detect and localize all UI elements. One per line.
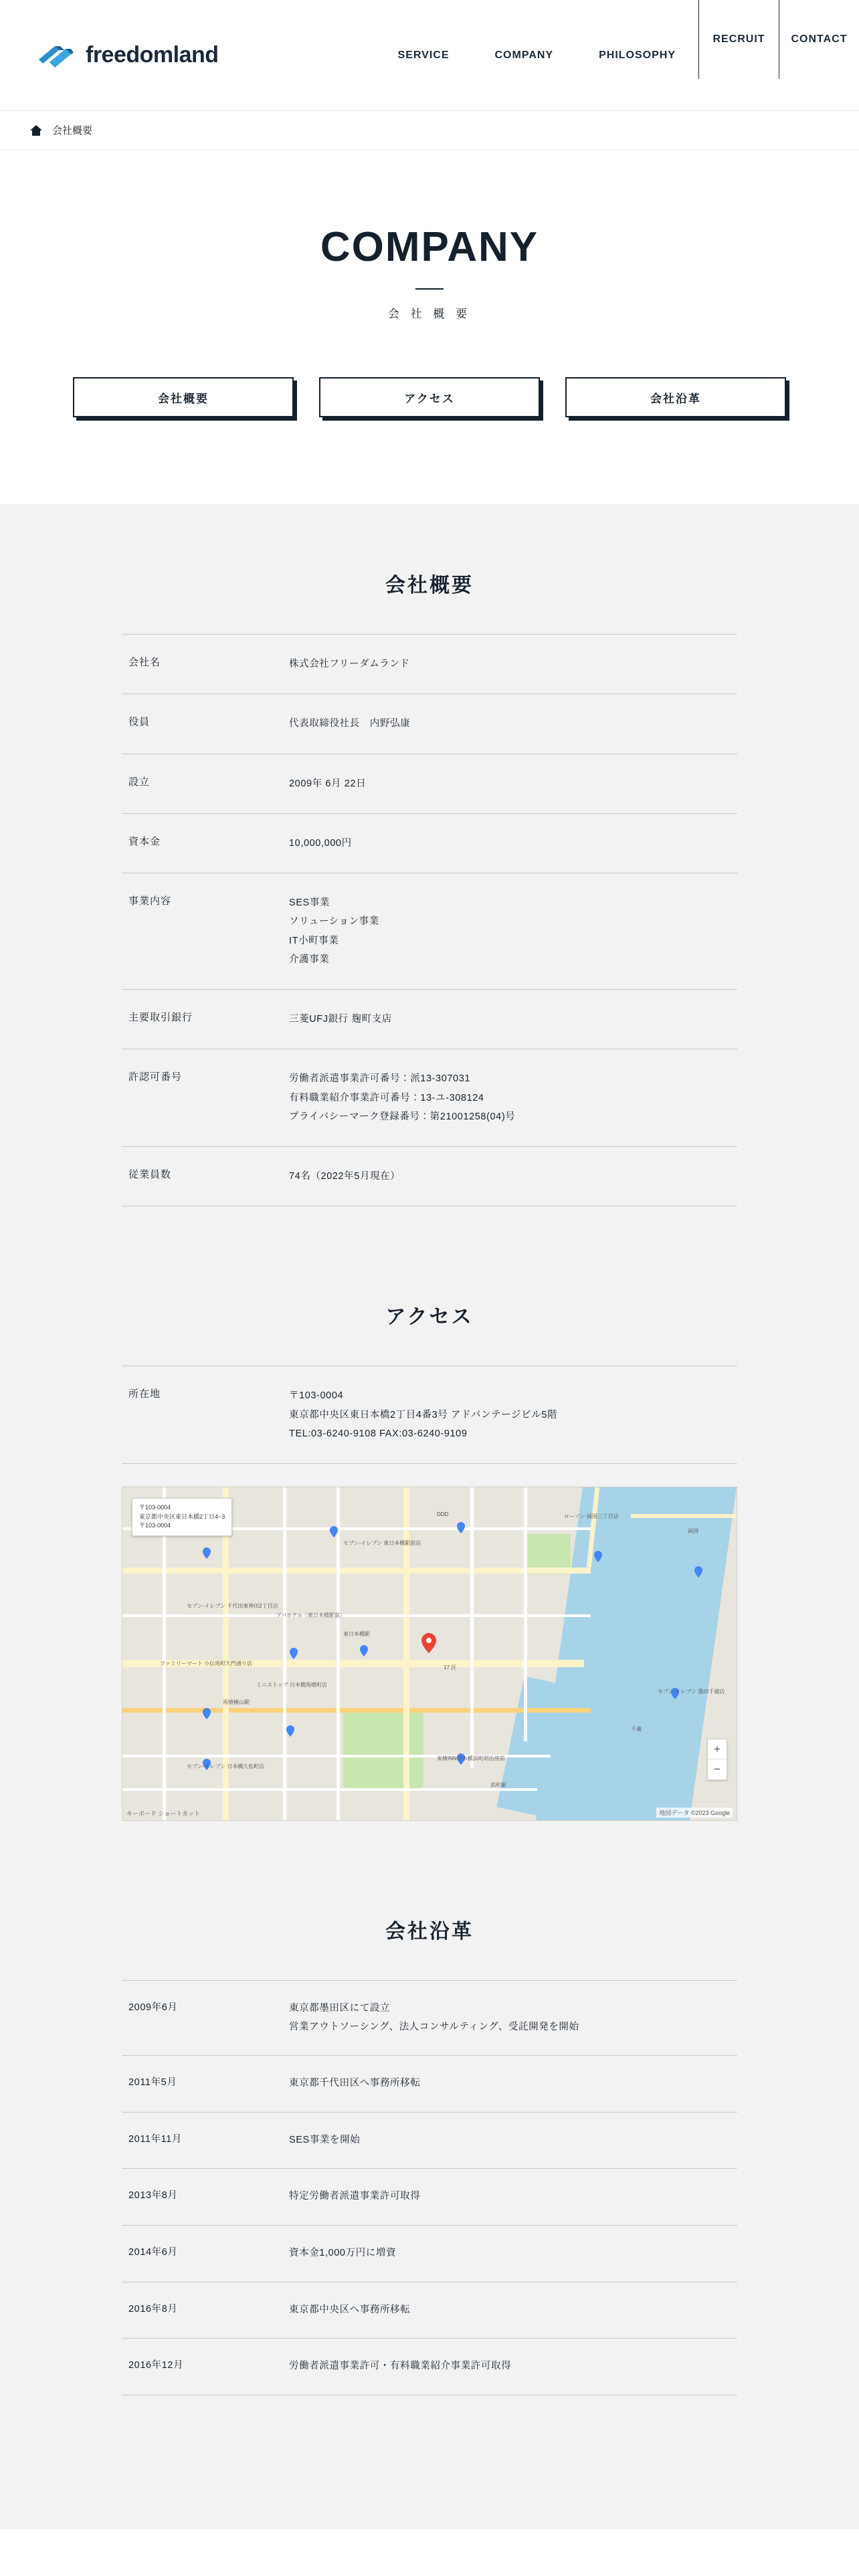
company-info-row-value: 株式会社フリーダムランド <box>289 659 410 669</box>
history-row-label: 2011年5月 <box>128 2077 177 2088</box>
page-title: COMPANY <box>320 224 539 270</box>
history-section <box>122 1821 737 2395</box>
map-label: 17 区 <box>444 1665 457 1671</box>
map-road <box>163 1487 166 1821</box>
bottom-spacer <box>0 2395 859 2476</box>
company-info-row <box>122 1147 737 1206</box>
page-subtitle: 会 社 概 要 <box>387 308 472 320</box>
nav-item-service[interactable]: SERVICE <box>397 49 450 61</box>
map-label: セブン-イレブン 千代田東神田2丁目店 <box>187 1603 278 1610</box>
breadcrumb-current: 会社概要 <box>52 125 93 136</box>
history-row-label: 2014年6月 <box>128 2246 178 2258</box>
history-row-label: 2016年8月 <box>128 2303 178 2315</box>
history-row <box>122 2112 737 2169</box>
map-poi-pin[interactable] <box>290 1648 298 1659</box>
company-section-title: 会社概要 <box>385 574 474 597</box>
history-row-value: 東京都中央区へ事務所移転 <box>289 2304 411 2315</box>
map-zoom-in-button[interactable]: + <box>708 1739 727 1759</box>
map-zoom-controls[interactable] <box>707 1739 727 1780</box>
company-info-row-label: 資本金 <box>128 835 161 847</box>
tab-history[interactable]: 会社沿革 <box>565 377 786 417</box>
map-label: セブン-イレブン 墨田千歳店 <box>658 1689 725 1695</box>
map-infobox-title: 〒103-0004 <box>139 1504 171 1511</box>
company-info-row-label: 会社名 <box>128 657 161 668</box>
history-section-title: 会社沿革 <box>385 1921 474 1943</box>
history-row-value: 資本金1,000万円に増資 <box>289 2247 397 2258</box>
history-row-label: 2013年8月 <box>128 2190 178 2202</box>
map-zoom-out-button[interactable]: − <box>714 1763 721 1776</box>
access-map-wrap <box>122 1487 737 1821</box>
history-row <box>122 2339 737 2395</box>
nav-item-recruit[interactable]: RECRUIT <box>698 0 779 79</box>
history-row-label: 2009年6月 <box>128 2002 178 2014</box>
map-poi-pin[interactable] <box>594 1551 602 1562</box>
history-row <box>122 2056 737 2113</box>
map-infobox <box>132 1498 232 1536</box>
company-info-row-value: SES事業 ソリューション事業 IT小町事業 介護事業 <box>289 897 379 965</box>
company-info-row-value: 代表取締役社長 内野弘康 <box>289 718 411 730</box>
map-road <box>223 1487 229 1821</box>
nav-item-contact[interactable]: CONTACT <box>779 0 859 79</box>
history-row-label: 2011年11月 <box>128 2133 183 2145</box>
site-header <box>0 0 859 111</box>
section-tabs <box>0 377 859 417</box>
map-label: セブン-イレブン 日本橋久松町店 <box>187 1763 265 1770</box>
map-poi-pin[interactable] <box>203 1547 211 1559</box>
company-info-row <box>122 813 737 873</box>
freedomland-logo-icon <box>37 42 75 69</box>
company-info-row <box>122 873 737 990</box>
map-label: 浜町駅 <box>490 1782 506 1789</box>
map-poi-pin[interactable] <box>330 1526 338 1537</box>
map-park-area <box>343 1708 423 1788</box>
history-row-label: 2016年12月 <box>128 2360 184 2371</box>
access-section-title: アクセス <box>385 1306 474 1329</box>
map-road <box>403 1487 409 1821</box>
nav-item-company[interactable]: COMPANY <box>494 49 554 61</box>
map-road <box>122 1708 591 1713</box>
company-info-row <box>122 1049 737 1147</box>
access-info-row-value: 〒103-0004 東京都中央区東日本橋2丁目4番3号 アドバンテージビル5階 TEL:03-6240-9108 FAX:03-6240-9109 <box>289 1390 558 1439</box>
history-row-value: 東京都墨田区にて設立 営業アウトソーシング、法人コンサルティング、受託開発を開始 <box>289 2003 579 2032</box>
nav-boxes <box>698 0 859 110</box>
page-body <box>0 504 859 2529</box>
title-divider <box>415 288 444 290</box>
history-row-value: SES事業を開始 <box>289 2134 361 2145</box>
map-label: DDD <box>437 1511 449 1518</box>
company-info-row-label: 事業内容 <box>128 895 172 907</box>
access-info-row <box>122 1366 737 1464</box>
nav-item-philosophy[interactable]: PHILOSOPHY <box>599 49 676 61</box>
map-label: ファミリーマート 小伝馬町大門通り店 <box>160 1660 253 1667</box>
history-row <box>122 2169 737 2226</box>
history-row-value: 東京都千代田区へ事務所移転 <box>289 2078 421 2089</box>
company-info-row-label: 従業員数 <box>128 1169 172 1181</box>
map-poi-pin[interactable] <box>457 1522 465 1533</box>
map-infobox-line2: 東京都中央区東日本橋2丁目4−3 <box>139 1513 225 1520</box>
history-row <box>122 1981 737 2056</box>
company-info-row <box>122 754 737 813</box>
map-label: アパホテル〈東日本橋駅前〉 <box>276 1612 345 1619</box>
main-nav <box>375 0 859 110</box>
map-label: 東日本橋駅 <box>343 1631 370 1638</box>
company-info-row <box>122 990 737 1049</box>
map-poi-pin[interactable] <box>286 1725 294 1737</box>
map-label: ミニストップ 日本橋馬喰町店 <box>256 1682 327 1689</box>
map-water-area-2 <box>496 1677 648 1822</box>
home-icon[interactable] <box>29 124 43 137</box>
history-table <box>122 1980 737 2395</box>
company-info-table <box>122 634 737 1206</box>
breadcrumb <box>0 111 859 150</box>
map-label: セブン-イレブン 東日本橋駅前店 <box>343 1540 421 1547</box>
company-info-row-label: 役員 <box>128 716 151 728</box>
map-road <box>122 1568 591 1574</box>
company-overview-section <box>122 504 737 1206</box>
access-map[interactable] <box>122 1487 737 1821</box>
map-label: 千歳 <box>631 1726 642 1733</box>
company-info-row-value: 2009年 6月 22日 <box>289 778 367 789</box>
history-row <box>122 2282 737 2339</box>
company-info-row-value: 労働者派遣事業許可番号：派13-307031 有料職業紹介事業許可番号：13-ユ-308124 プライバシーマーク登録番号：第21001258(04)号 <box>289 1073 516 1122</box>
company-info-row-value: 三菱UFJ銀行 麹町支店 <box>289 1014 392 1025</box>
map-keyboard-shortcuts[interactable]: キーボード ショートカット <box>126 1810 200 1818</box>
company-info-row-label: 許認可番号 <box>128 1071 183 1083</box>
history-row-value: 特定労働者派遣事業許可取得 <box>289 2191 421 2202</box>
map-road <box>122 1614 591 1617</box>
logo-text: freedomland <box>86 42 219 68</box>
tab-access[interactable]: アクセス <box>319 377 540 417</box>
company-info-row <box>122 635 737 694</box>
map-poi-pin[interactable] <box>203 1708 211 1719</box>
map-poi-pin[interactable] <box>694 1566 702 1578</box>
company-info-row-value: 74名（2022年5月現在） <box>289 1171 401 1182</box>
map-infobox-line3: 〒103-0004 <box>139 1522 171 1529</box>
tab-company-overview[interactable]: 会社概要 <box>73 377 294 417</box>
map-attribution: 地図データ ©2023 Google <box>656 1808 733 1818</box>
map-road <box>283 1487 286 1821</box>
company-info-row-label: 設立 <box>128 776 151 788</box>
company-info-row-label: 主要取引銀行 <box>128 1012 193 1024</box>
logo[interactable] <box>0 0 219 110</box>
map-label: 両国 <box>688 1528 698 1535</box>
company-info-row-value: 10,000,000円 <box>289 837 352 849</box>
history-row <box>122 2225 737 2282</box>
map-road <box>631 1514 737 1518</box>
access-info-row-label: 所在地 <box>128 1388 161 1400</box>
map-label: 馬喰横山駅 <box>223 1699 250 1706</box>
map-label: ローソン 両国三丁目店 <box>564 1513 619 1520</box>
map-location-pin[interactable] <box>421 1633 436 1653</box>
access-section <box>122 1206 737 1464</box>
map-poi-pin[interactable] <box>360 1645 368 1656</box>
map-label: 東横INN日本橋浜町明治座前 <box>437 1755 505 1762</box>
history-row-value: 労働者派遣事業許可・有料職業紹介事業許可取得 <box>289 2361 512 2372</box>
map-road <box>122 1788 537 1791</box>
access-info-table <box>122 1366 737 1464</box>
company-info-row <box>122 694 737 754</box>
page-hero <box>0 150 859 504</box>
